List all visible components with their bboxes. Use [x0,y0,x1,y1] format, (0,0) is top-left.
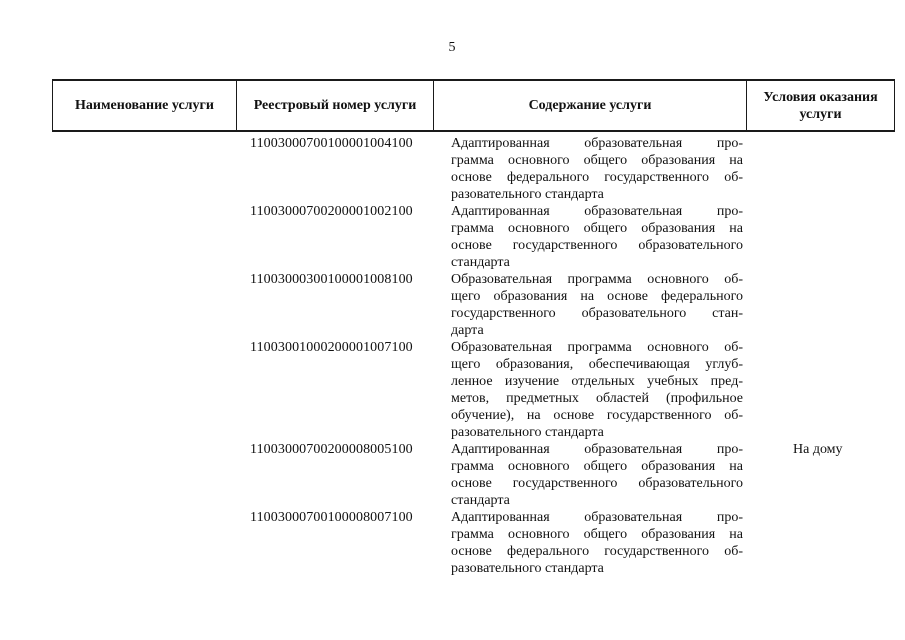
service-content [451,509,743,577]
content-line: стандарта [451,493,510,508]
content-line: Образовательная программа основного об- [451,340,743,355]
registry-number: 11003000700200008005100 [250,442,413,457]
content-line: обучение), на основе государственного об- [451,408,743,423]
service-content [451,441,743,509]
content-line: разовательного стандарта [451,425,604,440]
content-line: грамма основного общего образования на [451,527,743,542]
table-row [0,509,905,577]
content-line: основе федерального государственного об- [451,170,743,185]
content-line: грамма основного общего образования на [451,221,743,236]
content-line: грамма основного общего образования на [451,153,743,168]
content-line: метов, предметных областей (профильное [451,391,743,406]
content-line: Адаптированная образовательная про- [451,510,743,525]
service-content [451,271,743,339]
content-line: разовательного стандарта [451,561,604,576]
service-content [451,339,743,441]
content-line: дарта [451,323,484,338]
content-line: ленное изучение отдельных учебных пред- [451,374,743,389]
content-line: основе государственного образовательного [451,476,743,491]
content-line: основе федерального государственного об- [451,544,743,559]
service-condition: На дому [793,442,843,457]
registry-number: 11003000300100001008100 [250,272,413,287]
content-line: Адаптированная образовательная про- [451,204,743,219]
content-line: щего образования на основе федерального [451,289,743,304]
registry-number: 11003000700200001002100 [250,204,413,219]
content-line: стандарта [451,255,510,270]
table-row [0,203,905,271]
content-line: разовательного стандарта [451,187,604,202]
service-content [451,135,743,203]
registry-number: 11003000700100001004100 [250,136,413,151]
content-line: государственного образовательного стан- [451,306,743,321]
table-row [0,339,905,441]
content-line: Образовательная программа основного об- [451,272,743,287]
content-line: щего образования, обеспечивающая углуб- [451,357,743,372]
table-row [0,135,905,203]
header-registry-number: Реестровый номер услуги [236,81,433,130]
table-row [0,271,905,339]
table-body [0,135,905,577]
content-line: Адаптированная образовательная про- [451,136,743,151]
content-line: основе государственного образовательного [451,238,743,253]
registry-number: 11003001000200001007100 [250,340,413,355]
content-line: грамма основного общего образования на [451,459,743,474]
table-row [0,441,905,509]
header-service-conditions: Условия оказания услуги [746,81,894,130]
registry-number: 11003000700100008007100 [250,510,413,525]
header-service-content: Содержание услуги [433,81,746,130]
header-service-name: Наименование услуги [75,98,214,113]
service-content [451,203,743,271]
table-header [52,79,895,132]
page-number: 5 [448,40,456,55]
content-line: Адаптированная образовательная про- [451,442,743,457]
